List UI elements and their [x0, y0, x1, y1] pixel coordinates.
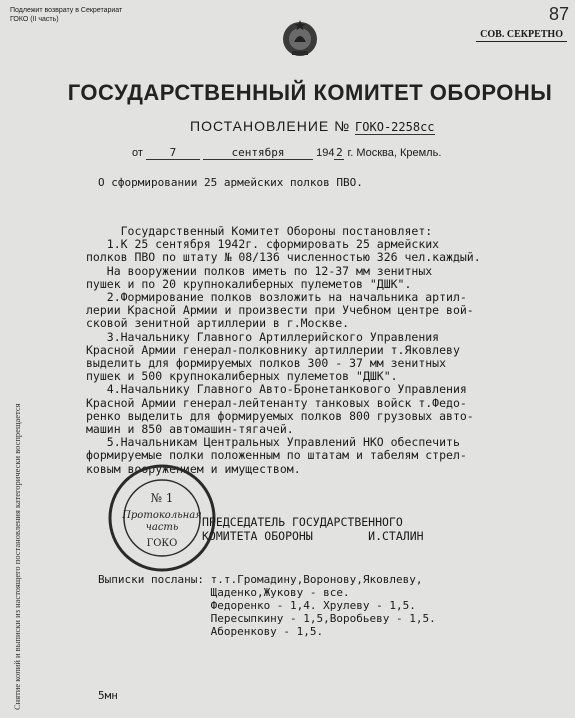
stamp-line2: Протокольная [122, 510, 202, 521]
body-line: 2.Формирование полков возложить на начальника артил- [86, 290, 467, 305]
signature-block [202, 515, 424, 543]
body-line: Красной Армии генерал-лейтенанту танковых войск т.Федо- [86, 395, 467, 410]
body-line: 5.Начальникам Центральных Управлений НКО обеспечить [86, 435, 460, 450]
distribution-line: Пересыпкину - 1,5,Воробьеву - 1,5. [98, 612, 436, 625]
distribution-line: Федоренко - 1,4. Хрулеву - 1,5. [98, 599, 416, 612]
body-line: На вооружении полков иметь по 12-37 мм зенитных [86, 263, 433, 278]
date-month: сентября [203, 146, 313, 160]
body-line: 1.К 25 сентября 1942г. сформировать 25 армейских [86, 237, 440, 252]
stamp-number: № 1 [150, 491, 174, 505]
footer-code: 5мн [98, 689, 118, 702]
body-line: Красной Армии генерал-полковнику артиллерии т.Яковлеву [86, 342, 460, 357]
date-prefix: от [132, 147, 143, 159]
date-suffix: г. Москва, Кремль. [347, 147, 442, 159]
date-day: 7 [146, 146, 200, 160]
distribution-line: Выписки посланы: т.т.Громадину,Воронову,Яковлеву, [98, 573, 423, 586]
body-line: пушек и 500 крупнокалиберных пулеметов "ДШК". [86, 369, 398, 384]
classification-label: СОВ. СЕКРЕТНО [476, 28, 567, 42]
distribution-line: Аборенкову - 1,5. [98, 625, 324, 638]
committee-title: ГОСУДАРСТВЕННЫЙ КОМИТЕТ ОБОРОНЫ [67, 80, 553, 105]
stamp-line4: ГОКО [146, 538, 178, 549]
body-line: пушек и по 20 крупнокалиберных пулеметов "ДШК". [86, 276, 412, 291]
dateline [132, 146, 441, 160]
return-note [10, 6, 122, 24]
decree-number: ГОКО-2258сс [355, 120, 435, 134]
body-line: 4.Начальнику Главного Авто-Бронетанкового Управления [86, 382, 467, 397]
return-note-line1: Подлежит возврату в Секретариат [10, 7, 123, 14]
subject-line: О сформировании 25 армейских полков ПВО. [98, 176, 363, 189]
page-number: 87 [548, 4, 569, 24]
signature-line1: ПРЕДСЕДАТЕЛЬ ГОСУДАРСТВЕННОГО [202, 515, 403, 529]
side-restriction-note: Снятие копий и выписки из настоящего постановления категорически воспрещается [12, 403, 22, 710]
body-line: полков ПВО по штату № 08/136 численностью 326 чел.каждый. [86, 250, 481, 265]
decree-body [86, 225, 481, 476]
body-line: машин и 850 автомашин-тягачей. [86, 422, 294, 437]
state-emblem-icon [280, 18, 320, 58]
date-year-prefix: 194 [316, 147, 335, 159]
body-line: лерии Красной Армии и произвести при Учебном центре вой- [86, 303, 474, 318]
distribution-line: Щаденко,Жукову - все. [98, 586, 350, 599]
body-line: сковой зенитной артиллерии в г.Москве. [86, 316, 350, 331]
body-line: формируемые полки положенным по штатам и табелям стрел- [86, 448, 467, 463]
date-year-suffix: 2 [336, 146, 343, 159]
body-line: ковым вооружением и имуществом. [86, 461, 301, 476]
body-line: 3.Начальнику Главного Артиллерийского Управления [86, 329, 440, 344]
return-note-line2: ГОКО (II часть) [10, 16, 59, 23]
distribution-list [98, 573, 436, 638]
decree-heading [190, 118, 435, 134]
stamp-line3: часть [145, 522, 179, 533]
body-line: выделить для формируемых полков 300 - 37 мм зенитных [86, 356, 447, 371]
decree-label: ПОСТАНОВЛЕНИЕ № [190, 118, 351, 134]
body-line: ренко выделить для формируемых полков 800 грузовых авто- [86, 408, 474, 423]
signature-line2: КОМИТЕТА ОБОРОНЫ И.СТАЛИН [202, 529, 424, 543]
body-line: Государственный Комитет Обороны постановляет: [86, 224, 433, 238]
